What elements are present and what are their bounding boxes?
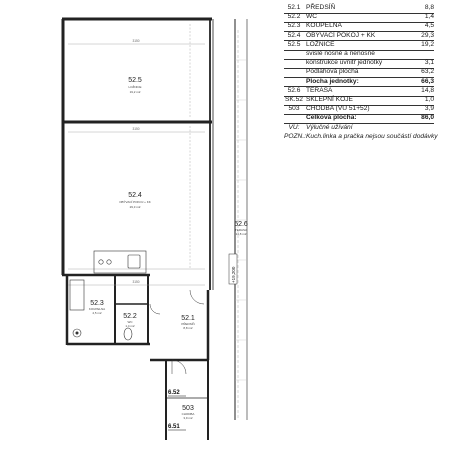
room-number-52-6: 52.6 <box>234 221 248 228</box>
kitchen-unit <box>94 251 146 273</box>
legend-name: Kuch.linka a pračka nejsou součástí dodávky <box>306 132 438 140</box>
legend-name: OBÝVACÍ POKOJ + KK <box>306 31 376 39</box>
room-area-52-4: 29,3 m2 <box>129 205 141 209</box>
legend-name: CHODBA (VU 51+52) <box>306 105 370 113</box>
room-name-52-2: WC <box>127 320 133 324</box>
legend-name: KOUPELNA <box>306 22 342 30</box>
legend-value: 1,0 <box>424 96 434 103</box>
legend-row <box>284 105 450 114</box>
legend-row <box>284 114 450 123</box>
legend-code: 52.6 <box>287 86 301 94</box>
legend-code: 503 <box>288 105 300 113</box>
room-number-503: 503 <box>182 405 194 412</box>
legend-value: 3,1 <box>424 59 434 67</box>
room-name-52-3: KOUPELNA <box>88 307 106 311</box>
legend-name: Plocha jednotky: <box>306 77 359 85</box>
room-number-52-4: 52.4 <box>128 192 142 199</box>
room-number-52-5: 52.5 <box>128 77 142 84</box>
legend-value: 4,5 <box>424 22 434 30</box>
door-swing-hall <box>150 304 160 314</box>
legend-value: 63,2 <box>421 68 434 76</box>
dimension-labels <box>129 39 141 284</box>
terrace-hatch <box>235 60 247 380</box>
bathtub-icon <box>70 280 84 310</box>
legend-row <box>284 78 450 87</box>
legend-name: svislé nosné a nenosné <box>306 50 375 57</box>
dimension-label: 3150 <box>132 280 140 284</box>
legend-name: Výlučné užívání <box>306 123 353 131</box>
room-area-52-3: 4,5 m2 <box>92 311 102 315</box>
hob-icon <box>99 260 103 264</box>
room-name-52-1: PŘEDSÍŇ <box>181 322 195 326</box>
legend-value: 29,3 <box>421 31 434 39</box>
level-marker <box>229 254 237 284</box>
legend-row <box>284 96 450 105</box>
room-number-52-2: 52.2 <box>123 313 137 320</box>
room-number-52-3: 52.3 <box>90 300 104 307</box>
legend-row <box>284 4 450 13</box>
toilet-icon <box>124 328 132 340</box>
legend-name: Podlahová plocha <box>306 68 359 76</box>
legend-row <box>284 32 450 41</box>
room-area-52-5: 19,2 m2 <box>129 90 141 94</box>
unit-tag-6-52: 6.52 <box>168 390 180 396</box>
legend-row <box>284 68 450 77</box>
legend-value: 1,4 <box>424 13 434 21</box>
legend-row <box>284 59 450 68</box>
legend-name: Celková plocha: <box>306 114 357 122</box>
kitchen-counter <box>94 251 146 273</box>
legend-value: 66,3 <box>421 77 434 85</box>
legend-code: 52.3 <box>287 22 301 30</box>
legend-value: 19,2 <box>421 40 434 48</box>
area-legend <box>284 0 450 150</box>
legend-value: 86,0 <box>421 114 434 122</box>
legend-name: WC <box>306 13 317 21</box>
legend-code: 52.1 <box>287 4 301 11</box>
legend-code: VU: <box>288 123 300 131</box>
legend-code: 52.5 <box>287 40 301 48</box>
legend-code: POZN.: <box>284 132 306 140</box>
doors <box>150 290 204 374</box>
room-labels <box>89 77 248 420</box>
room-area-52-6: 14,8 m2 <box>235 232 247 236</box>
legend-name: SKLEPNÍ KOJE <box>306 96 353 103</box>
legend-row <box>284 50 450 59</box>
legend-row <box>284 41 450 50</box>
room-area-503: 3,9 m2 <box>183 416 193 420</box>
drain-icon <box>76 332 78 334</box>
legend-code: 52.2 <box>287 13 301 21</box>
legend-value: 14,8 <box>421 86 434 94</box>
sink-icon <box>128 255 140 268</box>
legend-row <box>284 124 450 133</box>
legend-row <box>284 22 450 31</box>
dimension-label: 3150 <box>132 127 140 131</box>
room-name-52-4: OBÝVACÍ POKOJ + KK <box>119 200 151 204</box>
door-swing-entry <box>172 360 186 374</box>
hob-icon <box>107 260 111 264</box>
door-swing-living <box>190 290 204 304</box>
dimension-label: 3150 <box>132 39 140 43</box>
legend-row <box>284 87 450 96</box>
legend-name: PŘEDSÍŇ <box>306 4 336 11</box>
room-area-52-1: 8,8 m2 <box>183 326 193 330</box>
room-name-503: CHODBA <box>181 412 195 416</box>
legend-name: LOŽNICE <box>306 40 335 48</box>
room-area-52-2: 1,4 m2 <box>125 324 135 328</box>
legend-row <box>284 133 450 142</box>
legend-value: 8,8 <box>424 4 434 11</box>
legend-code: SK.52 <box>285 96 303 103</box>
legend-row <box>284 13 450 22</box>
legend-value: 3,9 <box>424 105 434 113</box>
legend-code: 52.4 <box>287 31 301 39</box>
level-mark-label: +19,200 <box>231 266 236 283</box>
room-name-52-6: TERASA <box>234 228 248 232</box>
room-number-52-1: 52.1 <box>181 315 195 322</box>
room-name-52-5: LOŽNICE <box>128 85 142 89</box>
walls <box>62 19 247 440</box>
legend-name: TERASA <box>306 86 333 94</box>
legend-name: konstrukce uvnitř jednotky <box>306 59 383 67</box>
unit-tag-6-51: 6.51 <box>168 424 180 430</box>
